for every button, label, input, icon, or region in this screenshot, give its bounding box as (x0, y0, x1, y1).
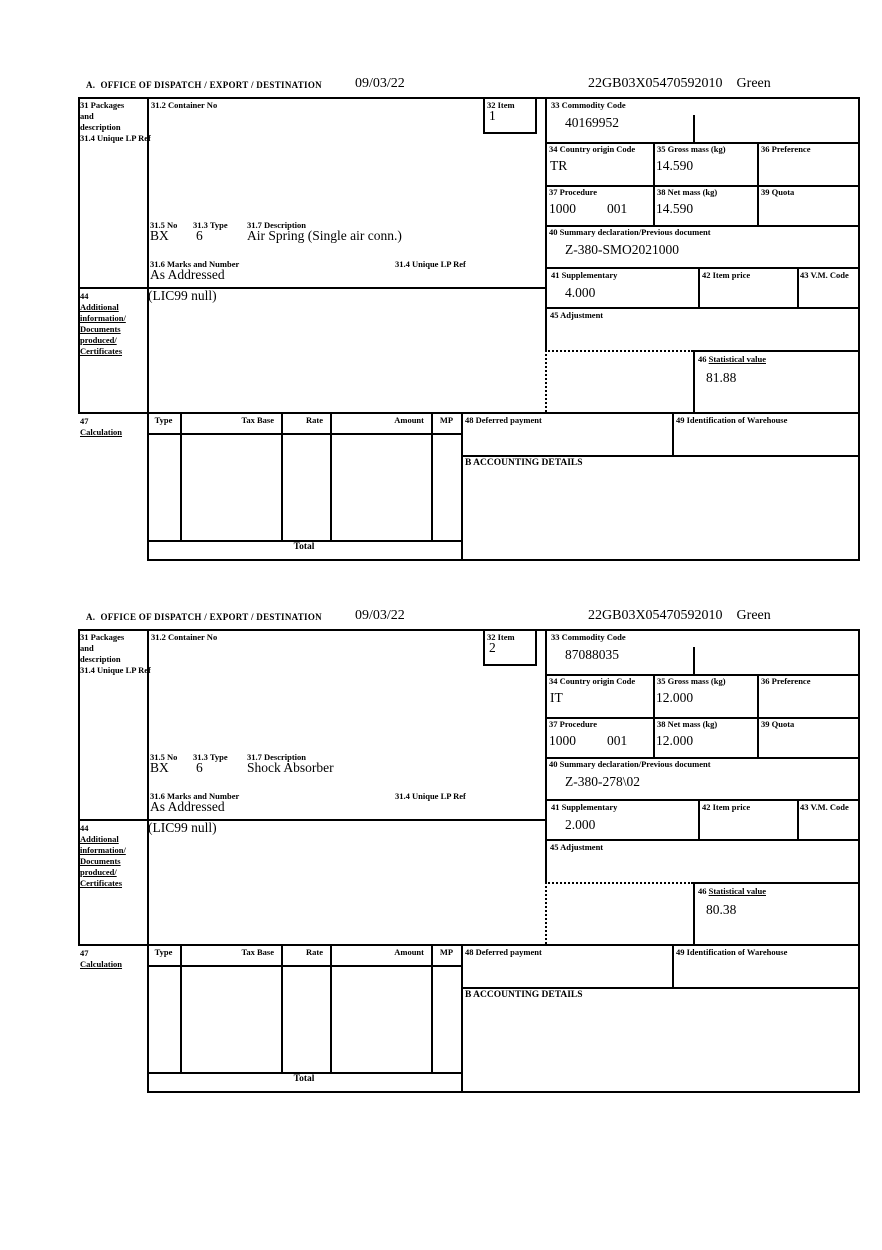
commodity-code: 40169952 (565, 115, 619, 130)
grid-line-row47-top (78, 944, 860, 946)
supplementary-units: 2.000 (565, 817, 596, 832)
grid-line-mid-divider-dotted (545, 882, 547, 944)
box-31-label-line3: description (80, 122, 121, 132)
grid-line-box32-right (535, 97, 537, 132)
col-rate-header: Rate (306, 947, 323, 957)
grid-line-accounting-top (461, 455, 860, 457)
grid-line-taxbase-col (281, 944, 283, 1072)
box-41-supplementary-label: 41 Supplementary (551, 802, 618, 812)
marks-and-numbers: As Addressed (150, 267, 225, 282)
box-31-2-container-label: 31.2 Container No (151, 100, 218, 110)
net-mass: 14.590 (656, 201, 694, 216)
grid-line-col34-35 (653, 674, 655, 757)
gross-mass: 12.000 (656, 690, 694, 705)
supplementary-units: 4.000 (565, 285, 596, 300)
statistical-value: 81.88 (706, 370, 737, 385)
box-31-label-line2: and (80, 643, 94, 653)
box-44-label-line3 (80, 313, 126, 323)
grid-line-table-header-bottom (147, 965, 461, 967)
grid-line-table-body-bottom (147, 1072, 461, 1074)
box-40-summary-label: 40 Summary declaration/Previous document (549, 227, 711, 237)
box-41-supplementary-label: 41 Supplementary (551, 270, 618, 280)
goods-description: Air Spring (Single air conn.) (247, 228, 402, 243)
box-31-label-line4: 31.4 Unique LP Ref (80, 665, 151, 675)
declaration-item-section (0, 76, 882, 562)
grid-line-col35-36 (757, 674, 759, 757)
col-amount-header: Amount (394, 415, 424, 425)
grid-line-row47-top (78, 412, 860, 414)
box-44-label-line4 (80, 856, 121, 866)
box-48-deferred-label: 48 Deferred payment (465, 947, 542, 957)
box-47-text: Calculation (80, 959, 123, 969)
col-type-header: Type (154, 415, 173, 425)
grid-line-right-outer (858, 629, 860, 1091)
declaration-date: 09/03/22 (355, 608, 405, 623)
item-number: 2 (489, 640, 496, 655)
grid-line-commodity-tick (693, 647, 695, 674)
grid-line-col48-49 (672, 412, 674, 455)
grid-line-col42-43 (797, 799, 799, 839)
grid-line-mid-divider (545, 629, 547, 882)
box-44-label-line5 (80, 867, 117, 877)
accounting-details-label: B ACCOUNTING DETAILS (465, 458, 583, 468)
grid-line-mid-divider (545, 97, 547, 350)
procedure-extension: 001 (607, 201, 628, 216)
grid-line-top (78, 97, 860, 99)
grid-line-box46-top (693, 350, 860, 352)
col-type-header: Type (154, 947, 173, 957)
office-of-dispatch-header: A. OFFICE OF DISPATCH / EXPORT / DESTINATION (86, 80, 322, 90)
grid-line-col42-43 (797, 267, 799, 307)
box-44-label-line3 (80, 845, 126, 855)
grid-line-row37-bottom (545, 225, 860, 227)
box-48-deferred-label: 48 Deferred payment (465, 415, 542, 425)
previous-document: Z-380-SMO2021000 (565, 242, 679, 257)
box-44-produced: produced/ (80, 867, 117, 877)
box-44-certificates: Certificates (80, 346, 123, 356)
box-39-quota-label: 39 Quota (761, 187, 795, 197)
box-37-procedure-label: 37 Procedure (549, 719, 598, 729)
box-46-statistical-label (698, 354, 766, 364)
box-31-7-description-label: 31.7 Description (247, 220, 307, 230)
box-46-number: 46 (698, 354, 707, 364)
grid-line-col48-49 (672, 944, 674, 987)
package-type: 6 (196, 228, 203, 243)
declaration-item-section (0, 608, 882, 1094)
box-31-label-line1: 31 Packages (80, 632, 125, 642)
grid-line-left-outer (78, 629, 80, 944)
grid-line-box33-bottom (545, 674, 860, 676)
total-label: Total (293, 542, 315, 552)
box-44-label-line2 (80, 302, 119, 312)
grid-line-col34-35 (653, 142, 655, 225)
grid-line-mid-divider-dotted (545, 350, 547, 412)
grid-line-box33-bottom (545, 142, 860, 144)
box-31-label-line1: 31 Packages (80, 100, 125, 110)
box-44-label-line1: 44 (80, 823, 89, 833)
box-31-7-description-label: 31.7 Description (247, 752, 307, 762)
box-44-certificates: Certificates (80, 878, 123, 888)
box-49-warehouse-label: 49 Identification of Warehouse (676, 415, 788, 425)
grid-line-box46-left (693, 882, 695, 944)
box-45-adjustment-label: 45 Adjustment (550, 842, 604, 852)
procedure-extension: 001 (607, 733, 628, 748)
col-tax-base-header: Tax Base (241, 415, 274, 425)
box-44-label-line2 (80, 834, 119, 844)
box-36-preference-label: 36 Preference (761, 144, 811, 154)
grid-line-box40-bottom (545, 267, 860, 269)
grid-line-section-bottom (147, 559, 860, 561)
grid-line-commodity-tick (693, 115, 695, 142)
box-38-net-mass-label: 38 Net mass (kg) (657, 719, 718, 729)
grid-line-col41-42 (698, 799, 700, 839)
box-38-net-mass-label: 38 Net mass (kg) (657, 187, 718, 197)
grid-line-amount-col (431, 944, 433, 1072)
additional-information: (LIC99 null) (148, 820, 217, 835)
accounting-details-label: B ACCOUNTING DETAILS (465, 990, 583, 1000)
grid-line-mp-right (461, 944, 463, 1091)
additional-information: (LIC99 null) (148, 288, 217, 303)
gross-mass: 14.590 (656, 158, 694, 173)
grid-line-box45-bottom-dotted (545, 350, 693, 352)
box-46-text: Statistical value (708, 886, 766, 896)
grid-line-box46-left (693, 350, 695, 412)
country-origin-code: TR (550, 158, 568, 173)
box-34-country-label: 34 Country origin Code (549, 144, 636, 154)
col-amount-header: Amount (394, 947, 424, 957)
declaration-date: 09/03/22 (355, 76, 405, 91)
box-33-commodity-label: 33 Commodity Code (551, 100, 626, 110)
box-35-gross-mass-label: 35 Gross mass (kg) (657, 676, 726, 686)
grid-line-box46-top (693, 882, 860, 884)
box-46-text: Statistical value (708, 354, 766, 364)
grid-line-accounting-top (461, 987, 860, 989)
office-of-dispatch-header: A. OFFICE OF DISPATCH / EXPORT / DESTINATION (86, 612, 322, 622)
grid-line-box32-left (483, 97, 485, 132)
col-mp-header: MP (439, 415, 454, 425)
grid-line-taxbase-col (281, 412, 283, 540)
box-43-vm-code-label: 43 V.M. Code (800, 270, 849, 280)
box-31-2-container-label: 31.2 Container No (151, 632, 218, 642)
grid-line-section-bottom (147, 1091, 860, 1093)
box-31-3-type-label: 31.3 Type (193, 220, 228, 230)
net-mass: 12.000 (656, 733, 694, 748)
box-31-4-lp-ref-label: 31.4 Unique LP Ref (395, 259, 466, 269)
box-46-number: 46 (698, 886, 707, 896)
grid-line-row34-bottom (545, 717, 860, 719)
box-44-information: information/ (80, 313, 126, 323)
box-47-calculation-label (80, 427, 122, 437)
box-31-label-line2: and (80, 111, 94, 121)
grid-line-left-outer (78, 97, 80, 412)
grid-line-mp-right (461, 412, 463, 559)
box-44-information: information/ (80, 845, 126, 855)
box-47-text: Calculation (80, 427, 123, 437)
box-44-documents: Documents (80, 324, 121, 334)
grid-line-table-body-bottom (147, 540, 461, 542)
grid-line-row34-bottom (545, 185, 860, 187)
box-40-summary-label: 40 Summary declaration/Previous document (549, 759, 711, 769)
grid-line-top (78, 629, 860, 631)
package-type: 6 (196, 760, 203, 775)
box-44-label-line1: 44 (80, 291, 89, 301)
box-44-label-line6 (80, 878, 122, 888)
box-47-number: 47 (80, 416, 89, 426)
box-31-6-marks-label: 31.6 Marks and Number (150, 791, 240, 801)
procedure-code: 1000 (549, 733, 576, 748)
box-31-4-lp-ref-label: 31.4 Unique LP Ref (395, 791, 466, 801)
box-31-5-no-label: 31.5 No (150, 220, 178, 230)
package-count: BX (150, 228, 169, 243)
col-tax-base-header: Tax Base (241, 947, 274, 957)
grid-line-row41-bottom (545, 839, 860, 841)
box-34-country-label: 34 Country origin Code (549, 676, 636, 686)
package-count: BX (150, 760, 169, 775)
box-31-6-marks-label: 31.6 Marks and Number (150, 259, 240, 269)
grid-line-box32-left (483, 629, 485, 664)
item-number: 1 (489, 108, 496, 123)
box-35-gross-mass-label: 35 Gross mass (kg) (657, 144, 726, 154)
grid-line-type-col (180, 944, 182, 1072)
country-origin-code: IT (550, 690, 563, 705)
grid-line-box32-right (535, 629, 537, 664)
grid-line-col31-divider (147, 97, 149, 559)
declaration-reference: 22GB03X05470592010 Green (588, 608, 771, 623)
box-42-item-price-label: 42 Item price (702, 802, 751, 812)
box-46-statistical-label (698, 886, 766, 896)
box-36-preference-label: 36 Preference (761, 676, 811, 686)
box-44-additional: Additional (80, 834, 119, 844)
grid-line-box40-bottom (545, 799, 860, 801)
commodity-code: 87088035 (565, 647, 619, 662)
grid-line-col35-36 (757, 142, 759, 225)
box-31-5-no-label: 31.5 No (150, 752, 178, 762)
grid-line-row37-bottom (545, 757, 860, 759)
box-32-item-label: 32 Item (487, 100, 515, 110)
box-44-additional: Additional (80, 302, 119, 312)
goods-description: Shock Absorber (247, 760, 334, 775)
grid-line-col41-42 (698, 267, 700, 307)
box-44-label-line6 (80, 346, 122, 356)
box-45-adjustment-label: 45 Adjustment (550, 310, 604, 320)
grid-line-col31-divider (147, 629, 149, 1091)
box-31-label-line4: 31.4 Unique LP Ref (80, 133, 151, 143)
procedure-code: 1000 (549, 201, 576, 216)
grid-line-box45-bottom-dotted (545, 882, 693, 884)
box-32-item-label: 32 Item (487, 632, 515, 642)
statistical-value: 80.38 (706, 902, 737, 917)
box-44-label-line4 (80, 324, 121, 334)
previous-document: Z-380-278\02 (565, 774, 640, 789)
box-44-documents: Documents (80, 856, 121, 866)
grid-line-rate-col (330, 944, 332, 1072)
grid-line-box32-bottom (483, 664, 537, 666)
grid-line-row41-bottom (545, 307, 860, 309)
box-37-procedure-label: 37 Procedure (549, 187, 598, 197)
box-31-3-type-label: 31.3 Type (193, 752, 228, 762)
declaration-reference: 22GB03X05470592010 Green (588, 76, 771, 91)
grid-line-right-outer (858, 97, 860, 559)
box-49-warehouse-label: 49 Identification of Warehouse (676, 947, 788, 957)
grid-line-box32-bottom (483, 132, 537, 134)
box-44-produced: produced/ (80, 335, 117, 345)
box-42-item-price-label: 42 Item price (702, 270, 751, 280)
marks-and-numbers: As Addressed (150, 799, 225, 814)
box-31-label-line3: description (80, 654, 121, 664)
box-43-vm-code-label: 43 V.M. Code (800, 802, 849, 812)
grid-line-table-header-bottom (147, 433, 461, 435)
box-44-label-line5 (80, 335, 117, 345)
box-47-calculation-label (80, 959, 122, 969)
col-rate-header: Rate (306, 415, 323, 425)
col-mp-header: MP (439, 947, 454, 957)
grid-line-amount-col (431, 412, 433, 540)
box-47-number: 47 (80, 948, 89, 958)
grid-line-type-col (180, 412, 182, 540)
box-39-quota-label: 39 Quota (761, 719, 795, 729)
total-label: Total (293, 1074, 315, 1084)
grid-line-rate-col (330, 412, 332, 540)
box-33-commodity-label: 33 Commodity Code (551, 632, 626, 642)
